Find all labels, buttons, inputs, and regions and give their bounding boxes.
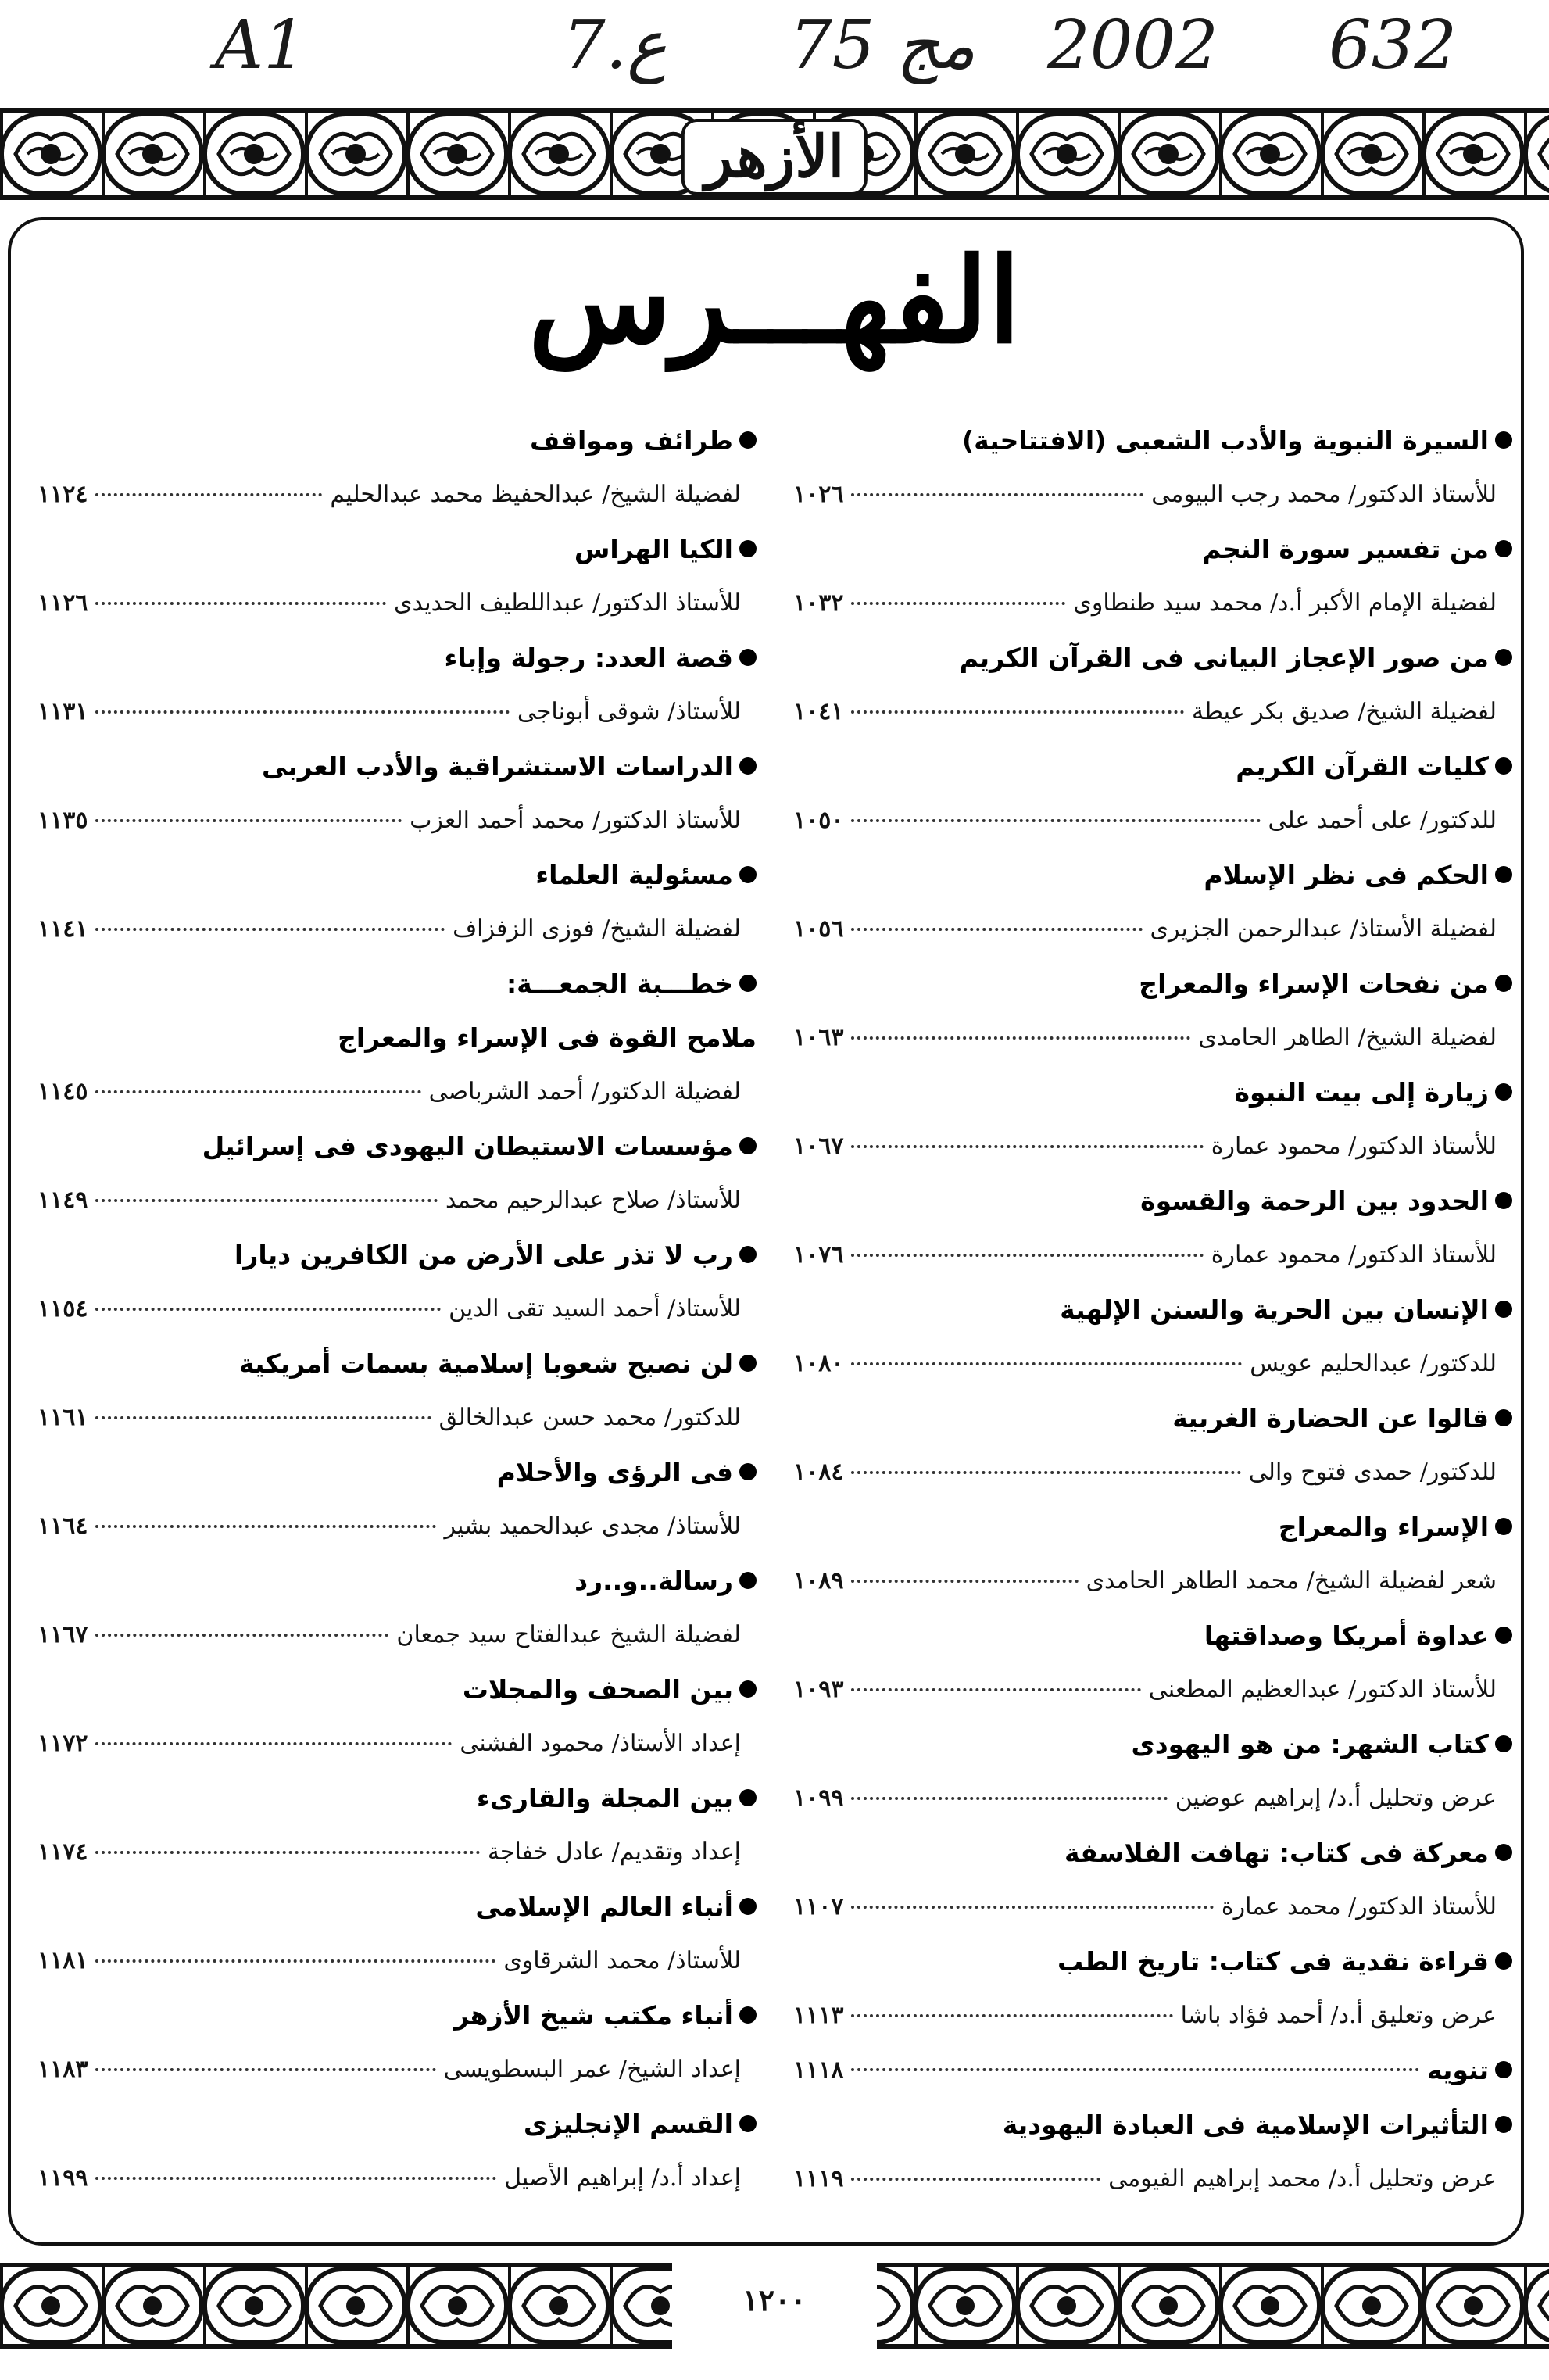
handwritten-note-issue: 7.ع	[563, 6, 667, 84]
toc-entry-title: مسئولية العلماء	[38, 847, 757, 902]
toc-entry-title: خطـــبة الجمعـــة:	[38, 956, 757, 1011]
toc-entry-author-line	[793, 1337, 1512, 1390]
toc-entry-author-line	[38, 685, 757, 739]
toc-entry-title: من تفسير سورة النجم	[793, 521, 1512, 576]
leader-dots	[95, 1090, 420, 1093]
toc-entry-author-line	[793, 1988, 1512, 2042]
toc-entry	[793, 1934, 1512, 2042]
toc-entry-author: لفضيلة الشيخ عبدالفتاح سيد جمعان	[396, 1621, 741, 1648]
toc-entry-author: عرض وتحليل أ.د/ إبراهيم عوضين	[1175, 1784, 1497, 1812]
bullet-icon	[739, 649, 757, 666]
leader-dots	[851, 493, 1143, 496]
bullet-icon	[1495, 2061, 1512, 2078]
leader-dots	[851, 1580, 1078, 1583]
toc-entry-page: ١٠٨٠	[793, 1350, 844, 1377]
toc-entry-author-line	[38, 902, 757, 956]
toc-entry-author: لفضيلة الدكتور/ أحمد الشرباصى	[428, 1078, 741, 1105]
toc-entry	[793, 2042, 1512, 2097]
toc-entry-author-line	[38, 576, 757, 630]
toc-entry-author: عرض وتحليل أ.د/ محمد إبراهيم الفيومى	[1108, 2165, 1497, 2192]
leader-dots	[95, 1199, 438, 1202]
toc-entry-page: ١٠٢٦	[793, 481, 844, 508]
bullet-icon	[1495, 866, 1512, 883]
toc-entry-title: كتاب الشهر: من هو اليهودى	[793, 1716, 1512, 1771]
page-title: الفهـــرس	[528, 232, 1021, 370]
toc-entry-author-line	[793, 576, 1512, 630]
toc-entry-author: لفضيلة الشيخ/ الطاهر الحامدى	[1198, 1024, 1497, 1051]
bullet-icon	[739, 1572, 757, 1589]
toc-entry	[38, 1336, 757, 1444]
toc-entry-title: قالوا عن الحضارة الغربية	[793, 1390, 1512, 1445]
toc-entry	[793, 1825, 1512, 1934]
toc-entry-author-line	[38, 1716, 757, 1770]
toc-entry-author-line	[38, 1608, 757, 1662]
toc-entry-author: للأستاذ/ مجدى عبدالحميد بشير	[444, 1512, 741, 1540]
toc-entry	[38, 1553, 757, 1662]
bullet-icon	[1495, 1409, 1512, 1426]
toc-entry-author-line	[793, 1554, 1512, 1608]
bullet-icon	[1495, 757, 1512, 775]
leader-dots	[851, 1362, 1242, 1365]
leader-dots	[851, 1797, 1167, 1800]
azhar-logo-label: الأزهر	[681, 119, 868, 195]
toc-entry-author-line	[38, 793, 757, 847]
bullet-icon	[739, 975, 757, 992]
leader-dots	[851, 1254, 1203, 1257]
toc-entry-author-line	[38, 1825, 757, 1879]
bullet-icon	[1495, 2116, 1512, 2133]
toc-entry-page: ١١٧٢	[38, 1730, 88, 1757]
toc-entry	[793, 1390, 1512, 1499]
toc-entry-page: ١١٦٤	[38, 1512, 88, 1540]
toc-entry-page: ١١٦٧	[38, 1621, 88, 1648]
toc-entry-author: للأستاذ الدكتور/ محمد عمارة	[1221, 1893, 1497, 1920]
toc-entry-author-line	[793, 1445, 1512, 1499]
toc-entry	[38, 1444, 757, 1553]
toc-entry-author-line	[38, 1390, 757, 1444]
toc-entry-author: للأستاذ/ صلاح عبدالرحيم محمد	[445, 1186, 741, 1214]
toc-entry	[793, 1173, 1512, 1282]
toc-entry-title: بين الصحف والمجلات	[38, 1662, 757, 1716]
toc-entry-title: قراءة نقدية فى كتاب: تاريخ الطب	[793, 1934, 1512, 1988]
leader-dots	[851, 1906, 1213, 1909]
toc-entry-page: ١٠٩٣	[793, 1676, 844, 1703]
toc-entry-title: عداوة أمريكا وصداقتها	[793, 1608, 1512, 1662]
toc-entry-page: ١١٣٥	[38, 807, 88, 834]
toc-entry-page: ١١٠٧	[793, 1893, 844, 1920]
toc-entry-page: ١٠٧٦	[793, 1241, 844, 1269]
toc-entry-author: للدكتور/ حمدى فتوح والى	[1248, 1458, 1497, 1486]
toc-entry-title: بين المجلة والقارىء	[38, 1770, 757, 1825]
toc-entry-author-line	[38, 467, 757, 521]
toc-entry-page: ١١١٨	[793, 2056, 844, 2084]
leader-dots	[851, 2014, 1172, 2017]
toc-entry-subtitle: ملامح القوة فى الإسراء والمعراج	[338, 1022, 757, 1053]
toc-entry-title: من صور الإعجاز البيانى فى القرآن الكريم	[793, 630, 1512, 685]
toc-entry	[38, 1118, 757, 1227]
toc-entry-page: ١٠٨٤	[793, 1458, 844, 1486]
bullet-icon	[739, 431, 757, 449]
toc-entry-page: ١١٤٥	[38, 1078, 88, 1105]
leader-dots	[95, 928, 445, 931]
toc-entry-author: إعداد وتقديم/ عادل خفاجة	[487, 1838, 741, 1866]
toc-entry-author: للأستاذ/ أحمد السيد تقى الدين	[449, 1295, 741, 1322]
toc-entry-author-line	[38, 1173, 757, 1227]
leader-dots	[95, 1525, 436, 1528]
leader-dots	[95, 1634, 388, 1637]
toc-entry-author-line	[793, 1880, 1512, 1934]
leader-dots	[851, 2178, 1100, 2181]
toc-entry-title: الحكم فى نظر الإسلام	[793, 847, 1512, 902]
leader-dots	[851, 1145, 1203, 1148]
toc-entry-title: رب لا تذر على الأرض من الكافرين ديارا	[38, 1227, 757, 1282]
toc-entry-title: من نفحات الإسراء والمعراج	[793, 956, 1512, 1011]
toc-entry-author: شعر لفضيلة الشيخ/ محمد الطاهر الحامدى	[1086, 1567, 1497, 1594]
toc-entry	[793, 739, 1512, 847]
toc-entry-author-line	[793, 1662, 1512, 1716]
toc-entry	[793, 521, 1512, 630]
toc-entry	[38, 739, 757, 847]
handwritten-note-year: 2002	[1047, 6, 1218, 84]
toc-entry-page: ١١٤٩	[38, 1186, 88, 1214]
bullet-icon	[739, 1137, 757, 1154]
bullet-icon	[739, 1789, 757, 1806]
toc-entry-title: طرائف ومواقف	[38, 413, 757, 467]
leader-dots	[95, 2068, 435, 2071]
leader-dots	[851, 602, 1065, 605]
toc-entry-title: السيرة النبوية والأدب الشعبى (الافتتاحية)	[793, 413, 1512, 467]
leader-dots	[95, 2177, 496, 2180]
toc-entry	[793, 1716, 1512, 1825]
toc-entry-author-line	[38, 2151, 757, 2205]
toc-entry-author: لفضيلة الأستاذ/ عبدالرحمن الجزيرى	[1150, 915, 1497, 943]
leader-dots	[851, 710, 1184, 714]
toc-entry	[38, 2096, 757, 2205]
bullet-icon	[1495, 540, 1512, 557]
toc-entry-page: ١١٨٣	[38, 2056, 88, 2083]
bullet-icon	[739, 757, 757, 775]
bullet-icon	[739, 1463, 757, 1480]
toc-entry-author-line	[793, 902, 1512, 956]
toc-entry	[793, 1608, 1512, 1716]
toc-entry-page: ١٠٩٩	[793, 1784, 844, 1812]
toc-entry-title: الإسراء والمعراج	[793, 1499, 1512, 1554]
bullet-icon	[1495, 1083, 1512, 1101]
toc-entry-author-line	[38, 1499, 757, 1553]
leader-dots	[95, 1851, 479, 1854]
toc-entry	[793, 2097, 1512, 2206]
toc-entry-author: للدكتور/ محمد حسن عبدالخالق	[438, 1404, 741, 1431]
toc-entry	[38, 1662, 757, 1770]
handwritten-note-volume: 75 مج	[789, 6, 976, 84]
leader-dots	[95, 493, 322, 496]
toc-entry-title: فى الرؤى والأحلام	[38, 1444, 757, 1499]
toc-entry	[793, 630, 1512, 739]
toc-entry-author: للأستاذ الدكتور/ عبدالعظيم المطعنى	[1148, 1676, 1497, 1703]
toc-entry-page: ١١١٣	[793, 2002, 844, 2029]
toc-entry-author: عرض وتعليق أ.د/ أحمد فؤاد باشا	[1180, 2002, 1497, 2029]
toc-entry-title: الحدود بين الرحمة والقسوة	[793, 1173, 1512, 1228]
toc-entry-page: ١٠٥٦	[793, 915, 844, 943]
toc-entry	[38, 521, 757, 630]
toc-entry-title: أنباء مكتب شيخ الأزهر	[38, 1988, 757, 2042]
bullet-icon	[739, 1355, 757, 1372]
toc-entry-author-line	[793, 793, 1512, 847]
leader-dots	[95, 1416, 431, 1419]
toc-entry-page: ١٠٦٣	[793, 1024, 844, 1051]
toc-entry-author-line	[793, 467, 1512, 521]
bullet-icon	[739, 2115, 757, 2132]
toc-entry	[38, 1770, 757, 1879]
toc-entry-page: ١٠٤١	[793, 698, 844, 725]
top-ornament-band	[0, 108, 1549, 200]
toc-entry-author: لفضيلة الشيخ/ صديق بكر عيطة	[1191, 698, 1497, 725]
toc-entry	[38, 413, 757, 521]
toc-entry-page: ١١١٩	[793, 2165, 844, 2192]
toc-entry-page: ١١٤١	[38, 915, 88, 943]
toc-entry-author: للدكتور/ عبدالحليم عويس	[1250, 1350, 1497, 1377]
toc-entry-title: القسم الإنجليزى	[38, 2096, 757, 2151]
toc-entry-author-line	[793, 685, 1512, 739]
bullet-icon	[1495, 649, 1512, 666]
toc-entry	[793, 1282, 1512, 1390]
leader-dots	[95, 1308, 441, 1311]
toc-entry-page: ١١٨١	[38, 1947, 88, 1974]
toc-entry	[793, 956, 1512, 1065]
toc-entry-author-line	[38, 2042, 757, 2096]
leader-dots	[95, 710, 509, 714]
bullet-icon	[739, 866, 757, 883]
toc-entry-title: الدراسات الاستشراقية والأدب العربى	[38, 739, 757, 793]
leader-dots	[95, 1742, 452, 1745]
bullet-icon	[1495, 1518, 1512, 1535]
toc-entry-author-line	[793, 1011, 1512, 1065]
toc-entry-author-line	[38, 1282, 757, 1336]
toc-entry-title: أنباء العالم الإسلامى	[38, 1879, 757, 1934]
toc-entry-page: ١١٣١	[38, 698, 88, 725]
leader-dots	[851, 819, 1260, 822]
toc-entry-title: تنويه	[1427, 2054, 1489, 2085]
handwritten-note-number: 632	[1329, 6, 1458, 84]
toc-entry-page: ١١٧٤	[38, 1838, 88, 1866]
leader-dots	[851, 1036, 1190, 1040]
toc-entry-author: للدكتور/ على أحمد على	[1268, 807, 1497, 834]
toc-entry-page: ١١٢٤	[38, 481, 88, 508]
bullet-icon	[1495, 1735, 1512, 1752]
page-number: ١٢٠٠	[0, 2282, 1549, 2317]
leader-dots	[851, 928, 1142, 931]
toc-entry-author: للأستاذ الدكتور/ عبداللطيف الحديدى	[394, 589, 741, 617]
bullet-icon	[1495, 1192, 1512, 1209]
toc-entry-page: ١١٩٩	[38, 2164, 88, 2192]
toc-entry-title: زيارة إلى بيت النبوة	[793, 1065, 1512, 1119]
toc-entry-page: ١١٢٦	[38, 589, 88, 617]
bullet-icon	[1495, 431, 1512, 449]
toc-entry-title: قصة العدد: رجولة وإباء	[38, 630, 757, 685]
leader-dots	[95, 602, 386, 605]
toc-entry-author-line	[793, 1228, 1512, 1282]
toc-entry-page: ١١٦١	[38, 1404, 88, 1431]
leader-dots	[95, 819, 402, 822]
toc-entry-page: ١١٥٤	[38, 1295, 88, 1322]
toc-entry-page: ١٠٣٢	[793, 589, 844, 617]
bullet-icon	[739, 2006, 757, 2024]
toc-entry	[793, 1065, 1512, 1173]
toc-entry-author: إعداد الشيخ/ عمر البسطويسى	[443, 2056, 741, 2083]
toc-entry-title: كليات القرآن الكريم	[793, 739, 1512, 793]
toc-entry	[38, 1227, 757, 1336]
toc-entry-title: مؤسسات الاستيطان اليهودى فى إسرائيل	[38, 1118, 757, 1173]
toc-entry-author: للأستاذ الدكتور/ محمد أحمد العزب	[410, 807, 741, 834]
toc-entry-author: لفضيلة الشيخ/ عبدالحفيظ محمد عبدالحليم	[330, 481, 741, 508]
toc-entry-title: التأثيرات الإسلامية فى العبادة اليهودية	[793, 2097, 1512, 2152]
toc-entry-author-line	[793, 1771, 1512, 1825]
leader-dots	[851, 1471, 1240, 1474]
bullet-icon	[1495, 1952, 1512, 1970]
toc-entry-author: إعداد أ.د/ إبراهيم الأصيل	[504, 2164, 741, 2192]
bullet-icon	[1495, 1301, 1512, 1318]
toc-entry	[38, 847, 757, 956]
toc-entry-author-line	[793, 1119, 1512, 1173]
toc-entry-title: رسالة..و..رد	[38, 1553, 757, 1608]
bullet-icon	[739, 1680, 757, 1698]
toc-entry-title-with-page	[793, 2042, 1512, 2097]
toc-entry-page: ١٠٨٩	[793, 1567, 844, 1594]
toc-entry-title: الكيا الهراس	[38, 521, 757, 576]
toc-entry-page: ١٠٦٧	[793, 1133, 844, 1160]
toc-entry	[793, 1499, 1512, 1608]
toc-entry	[38, 630, 757, 739]
handwritten-note-a1: A1	[215, 6, 306, 84]
toc-entry	[38, 956, 757, 1118]
bullet-icon	[739, 1246, 757, 1263]
toc-entry	[793, 847, 1512, 956]
toc-entry-author: لفضيلة الإمام الأكبر أ.د/ محمد سيد طنطاوى	[1073, 589, 1497, 617]
toc-entry-title: الإنسان بين الحرية والسنن الإلهية	[793, 1282, 1512, 1337]
toc-entry	[38, 1879, 757, 1988]
toc-entry-title: معركة فى كتاب: تهافت الفلاسفة	[793, 1825, 1512, 1880]
leader-dots	[95, 1959, 495, 1963]
toc-entry-author: للأستاذ الدكتور/ محمد رجب البيومى	[1151, 481, 1497, 508]
toc-entry-author: لفضيلة الشيخ/ فوزى الزفزاف	[453, 915, 741, 943]
toc-column-left	[38, 413, 757, 2205]
bullet-icon	[739, 540, 757, 557]
toc-entry-author-line	[793, 2152, 1512, 2206]
leader-dots	[851, 2068, 1419, 2071]
bullet-icon	[1495, 1844, 1512, 1861]
toc-entry-title: لن نصبح شعوبا إسلامية بسمات أمريكية	[38, 1336, 757, 1390]
toc-entry-author-line	[38, 1065, 757, 1118]
bullet-icon	[739, 1898, 757, 1915]
toc-entry	[38, 1988, 757, 2096]
toc-entry-author-line	[38, 1934, 757, 1988]
toc-entry-author: للأستاذ/ شوقى أبوناجى	[517, 698, 741, 725]
bullet-icon	[1495, 1627, 1512, 1644]
toc-entry-author: للأستاذ الدكتور/ محمود عمارة	[1211, 1133, 1497, 1160]
toc-column-right	[793, 413, 1512, 2206]
toc-entry-author: للأستاذ الدكتور/ محمود عمارة	[1211, 1241, 1497, 1269]
leader-dots	[851, 1688, 1140, 1691]
toc-entry-author: للأستاذ/ محمد الشرقاوى	[503, 1947, 741, 1974]
bullet-icon	[1495, 975, 1512, 992]
toc-entry	[793, 413, 1512, 521]
toc-entry-page: ١٠٥٠	[793, 807, 844, 834]
toc-entry-author: إعداد الأستاذ/ محمود الفشنى	[460, 1730, 741, 1757]
